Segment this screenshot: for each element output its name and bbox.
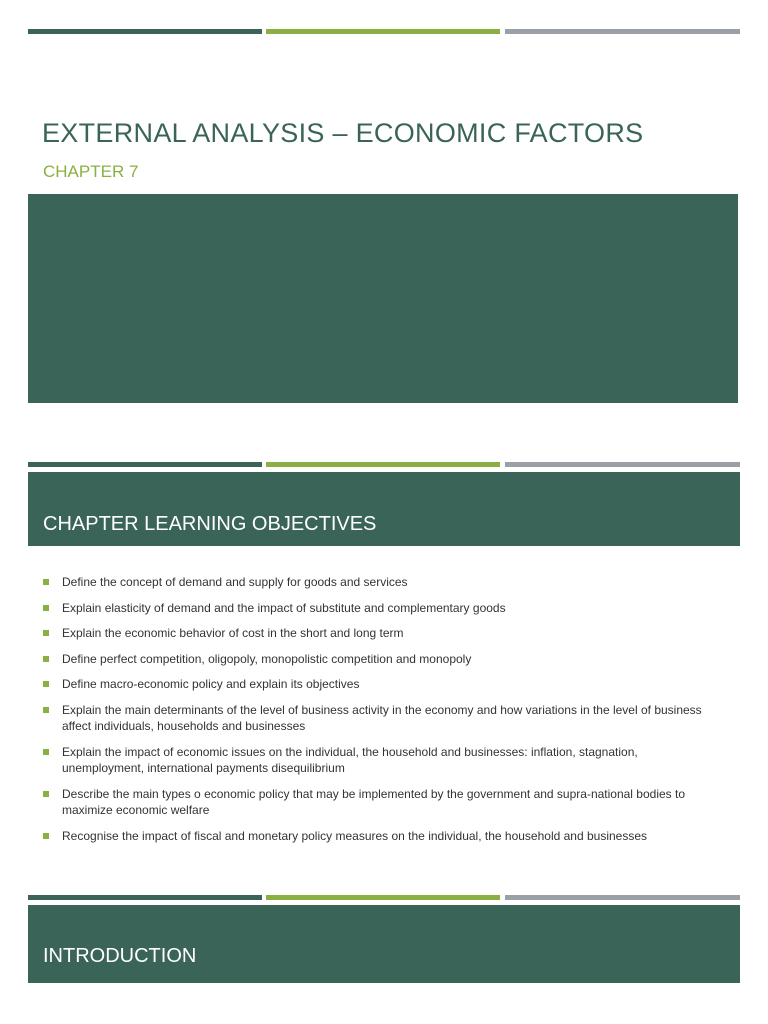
list-item (43, 828, 723, 845)
list-item (43, 702, 723, 735)
square-bullet-icon (43, 681, 49, 687)
square-bullet-icon (43, 656, 49, 662)
objectives-heading: CHAPTER LEARNING OBJECTIVES (43, 513, 377, 535)
top-stripe-bar-1 (28, 29, 740, 34)
square-bullet-icon (43, 791, 49, 797)
top-stripe-bar-2 (28, 462, 740, 467)
objectives-header (28, 472, 740, 546)
stripe-gray (505, 462, 740, 467)
square-bullet-icon (43, 833, 49, 839)
list-item (43, 676, 723, 693)
stripe-light-green (266, 462, 500, 467)
stripe-gray (505, 29, 740, 34)
objective-text: Explain the impact of economic issues on the individual, the household and businesses: inflation, stagnation, unemployment, international payments disequilibrium (62, 744, 638, 775)
stripe-light-green (266, 895, 500, 900)
objective-text: Describe the main types o economic policy that may be implemented by the government and supra-national bodies to maximize economic welfare (62, 786, 686, 817)
objective-text: Recognise the impact of fiscal and monetary policy measures on the individual, the household and businesses (62, 828, 648, 843)
list-item (43, 744, 723, 777)
slide-title: EXTERNAL ANALYSIS – ECONOMIC FACTORS (42, 118, 644, 148)
slide-subtitle: CHAPTER 7 (43, 162, 139, 181)
objective-text: Explain elasticity of demand and the impact of substitute and complementary goods (62, 600, 506, 615)
objective-text: Define macro-economic policy and explain its objectives (62, 677, 360, 691)
stripe-light-green (266, 29, 500, 34)
title-color-block (28, 194, 738, 403)
list-item (43, 600, 723, 617)
introduction-heading: INTRODUCTION (43, 945, 197, 967)
top-stripe-bar-3 (28, 895, 740, 900)
objective-text: Define perfect competition, oligopoly, monopolistic competition and monopoly (62, 651, 472, 666)
square-bullet-icon (43, 605, 49, 611)
list-item (43, 574, 723, 591)
objective-text: Explain the main determinants of the level of business activity in the economy and how variations in the level of business affect individuals, households and businesses (62, 702, 702, 733)
objective-text: Explain the economic behavior of cost in the short and long term (62, 626, 404, 640)
list-item (43, 651, 723, 668)
objective-text: Define the concept of demand and supply for goods and services (62, 575, 408, 589)
square-bullet-icon (43, 707, 49, 713)
objectives-list (43, 574, 723, 853)
stripe-dark-green (28, 462, 262, 467)
square-bullet-icon (43, 630, 49, 636)
stripe-gray (505, 895, 740, 900)
list-item (43, 786, 723, 819)
stripe-dark-green (28, 29, 262, 34)
list-item (43, 625, 723, 642)
introduction-header (28, 905, 740, 983)
square-bullet-icon (43, 749, 49, 755)
square-bullet-icon (43, 579, 49, 585)
stripe-dark-green (28, 895, 262, 900)
